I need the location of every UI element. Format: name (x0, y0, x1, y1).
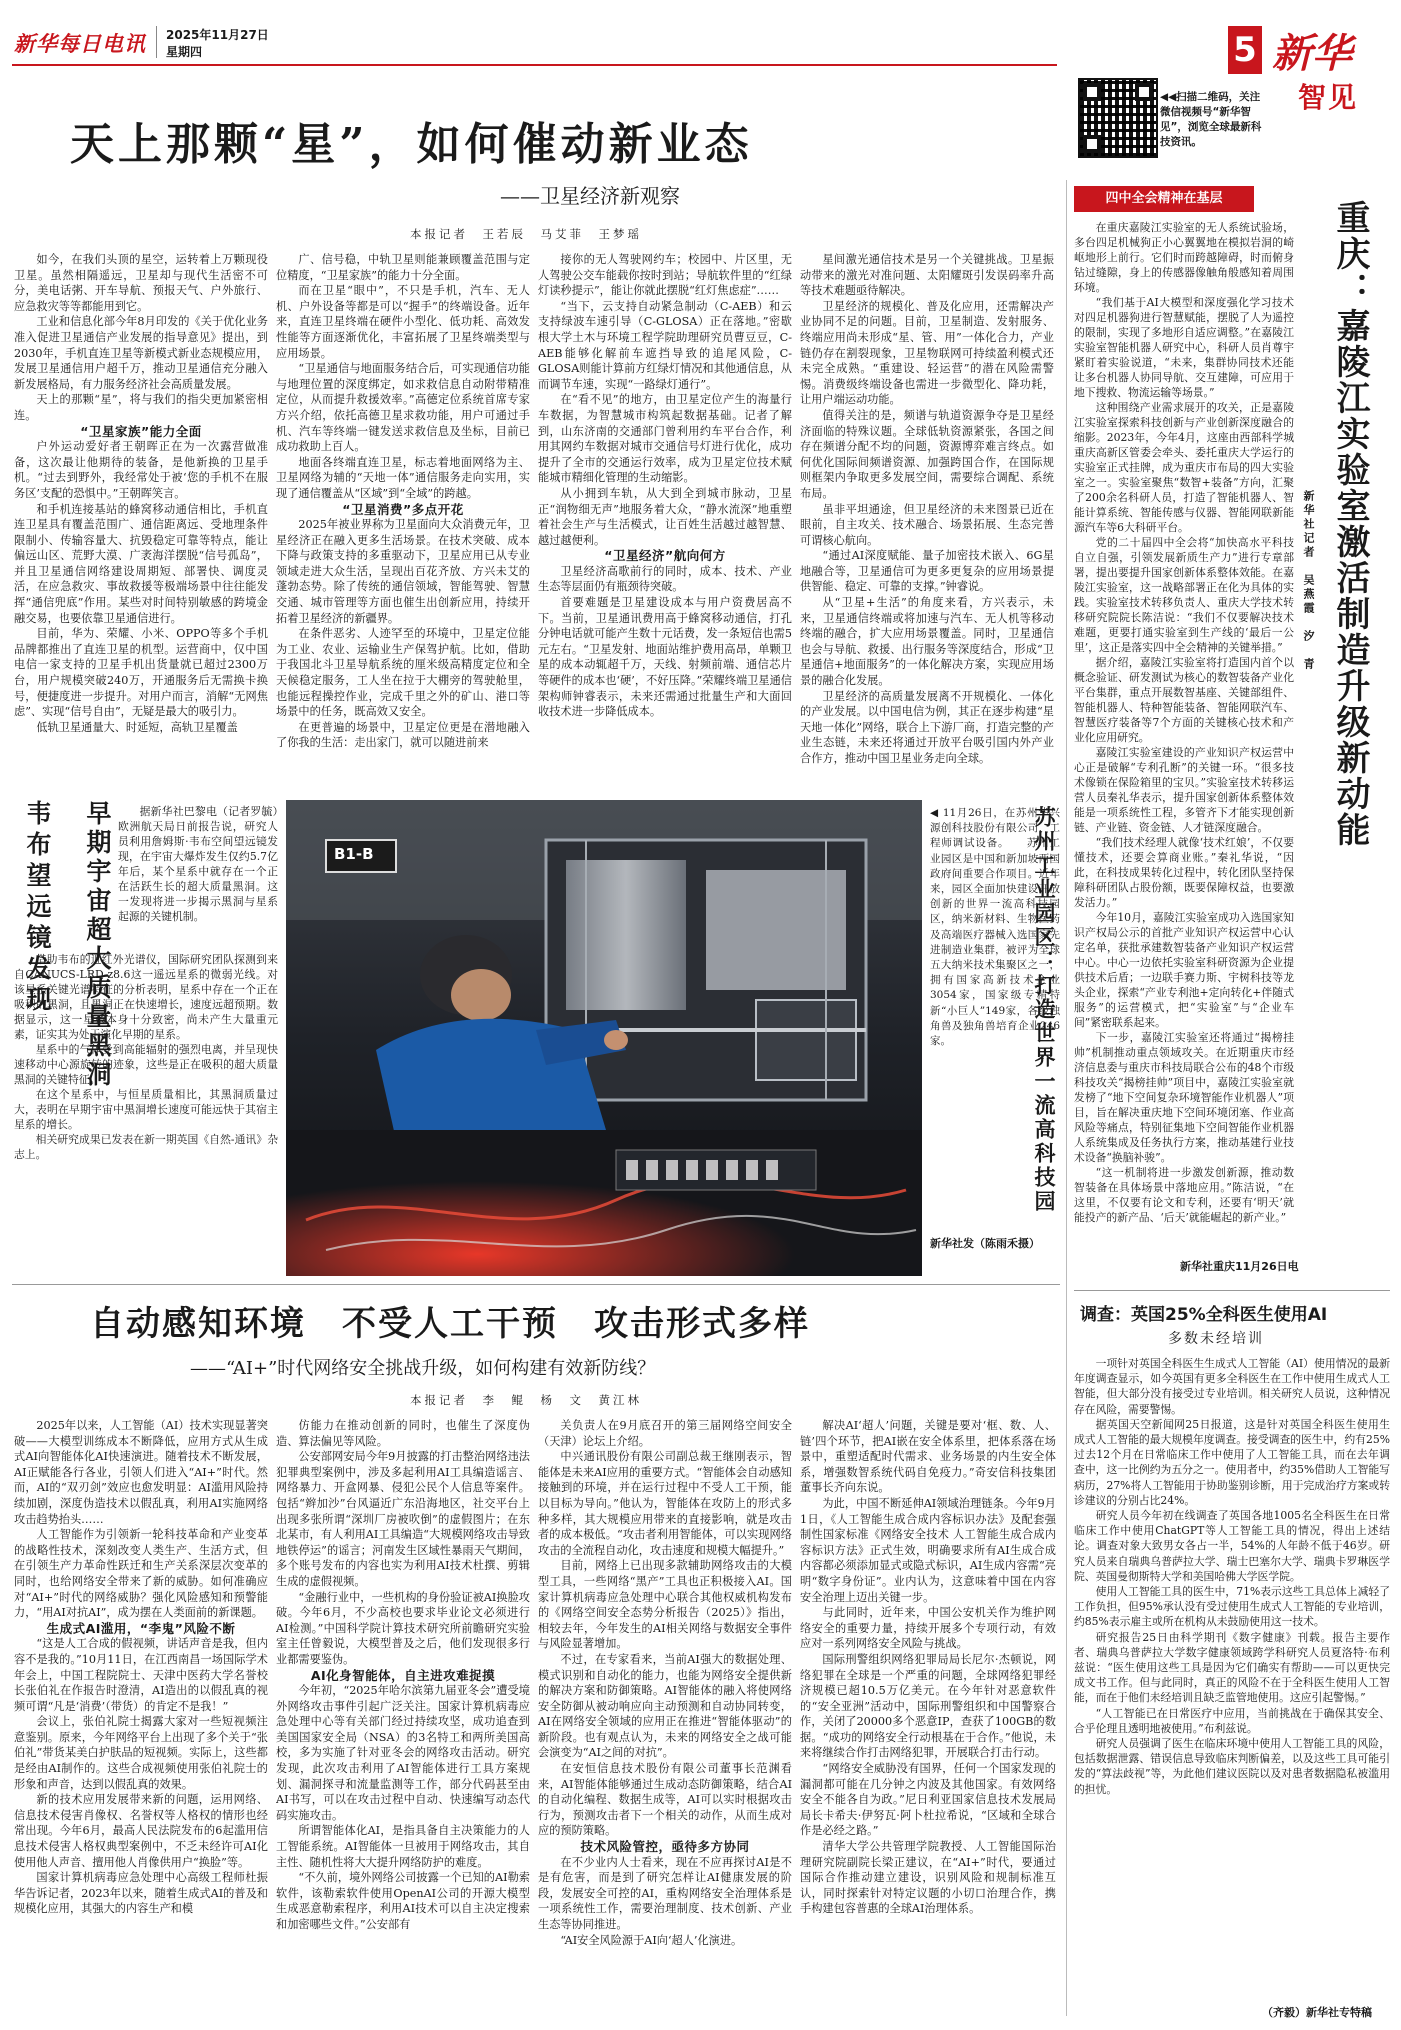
a2-body-lower (14, 952, 278, 1276)
a5-subtitle: 多数未经培训 (1168, 1331, 1264, 1347)
paragraph: 在安恒信息技术股份有限公司董事长范渊看来，AI智能体能够通过生成动态防御策略，结合AI的自动化编程、数据生成等，AI可以实时根据攻击行为，预测攻击者下一个相关的动作，从而生成对应的预防策略。 (538, 1762, 792, 1838)
paragraph: 接你的无人驾驶网约车；校园中、片区里，无人驾驶公交车能载你按时到站；导航软件里的“红绿灯读秒提示”，能让你就此摆脱“红灯焦虑症”…… (538, 253, 792, 298)
paragraph: “我们技术经理人就像‘技术红娘’，不仅要懂技术，还要会算商业账。”秦礼华说，“因此，在科技成果转化过程中，转化团队坚持保障科研团队占股份额，既要保障权益，也要激发活力。” (1074, 836, 1294, 909)
paragraph: 目前，网络上已出现多款辅助网络攻击的大模型工具，一些网络“黑产”工具也正积极接入AI。国家计算机病毒应急处理中心联合其他权威机构发布的《网络空间安全态势分析报告（2025）》指出，相较去年，今年发生的AI相关网络与数据安全事件与风险显著增加。 (538, 1559, 792, 1651)
paragraph: 值得关注的是，频谱与轨道资源争夺是卫星经济面临的特殊议题。全球低轨资源紧张，各国之间存在频谱分配不均的问题，资源博弈难言终点。如何优化国际间频谱资源、加强跨国合作，在国际规则框架内争取更多发展空间，需要综合调配、系统布局。 (800, 408, 1054, 500)
paragraph: 在条件恶劣、人迹罕至的环境中，卫星定位能为工业、农业、运输业生产保驾护航。比如，借助于我国北斗卫星导航系统的厘米级高精度定位和全天候稳定服务，工人坐在拉于大棚旁的驾驶舱里，也能远程操控作业，完成千里之外的矿山、港口等场景中的任务，既高效又安全。 (276, 627, 530, 719)
paragraph: “金融行业中，一些机构的身份验证被AI换脸攻破。今年6月，不少高校也要求毕业论文必须进行AI检测。”中国科学院计算技术研究所前瞻研究实验室主任曾毅说，大模型普及之后，他们发现很多行业都需要鉴伪。 (276, 1590, 530, 1666)
paragraph: 借助韦布的近红外光谱仪，国际研究团队探测到来自CANUCS-LRD-z8.6这一遥远星系的微弱光线。对该星系关键光谱特征的分析表明，星系中存在一个正在吸积的黑洞，且黑洞正在快速增长，速度远超预期。数据显示，这一星系本身十分致密，尚未产生大量重元素，证实其为处于演化早期的星系。 (14, 953, 278, 1041)
subheading: “卫星消费”多点开花 (342, 501, 464, 517)
paragraph: 在“看不见”的地方，由卫星定位产生的海量行车数据，为智慧城市构筑起数据基础。记者了解到，山东济南的交通部门曾利用约车平台合作，利用其网约车数据对城市交通信号灯进行优化，成功提升了全市的交通运行效率，成为卫星定位技术赋能城市精细化管理的生动缩影。 (538, 393, 792, 485)
paragraph: 今年10月，嘉陵江实验室成功入选国家知识产权局公示的首批产业知识产权运营中心认定名单，获批承建数智装备产业知识产权运营中心。中心一边依托实验室科研资源为企业提供技术后盾；一边联手赛力斯、宇树科技等龙头企业，探索“产业专利池+定向转化+伴随式服务”的运营模式，把“实验室”与“企业车间”紧密联系起来。 (1074, 911, 1294, 1029)
paragraph: 关负责人在9月底召开的第三届网络空间安全（天津）论坛上介绍。 (538, 1419, 792, 1448)
paragraph: 低轨卫星通量大、时延短，高轨卫星覆盖 (36, 720, 238, 734)
paragraph: 今年初，“2025年哈尔滨第九届亚冬会”遭受境外网络攻击事件引起广泛关注。国家计算机病毒应急处理中心等有关部门经过持续攻坚，成功追查到美国国家安全局（NSA）的3名特工和两所美国高校，多为实施了针对亚冬会的网络攻击活动。研究发现，此次攻击利用了AI智能体进行工具方案规划、漏洞探寻和流量监测等工作，部分代码甚至由AI书写，可以在攻击过程中自动、快速编写动态代码实施攻击。 (276, 1684, 530, 1822)
paragraph: 在更普遍的场景中，卫星定位更是在潜地融入了你我的生活：走出家门，就可以随进前来 (276, 720, 530, 750)
paragraph: 相关研究成果已发表在新一期英国《自然-通讯》杂志上。 (14, 1133, 278, 1161)
paragraph: 据介绍，嘉陵江实验室将打造国内首个以概念验证、研发测试为核心的数智装备产业化平台集群，重点开展数智基座、关键部组件、智能机器人、特种智能装备、智能网联汽车、智慧医疗装备等7个方面的关键核心技术和产业化应用研究。 (1074, 656, 1294, 744)
photo-credit: 新华社发（陈雨禾摄） (930, 1237, 1040, 1250)
paragraph: “通过AI深度赋能、量子加密技术嵌入、6G星地融合等，卫星通信可为更多更复杂的应用场景提供智能、稳定、可靠的支撑。”钟睿说。 (800, 549, 1054, 594)
a3-body (1074, 220, 1294, 1254)
paragraph: 星系中的气体受到高能辐射的强烈电离，并呈现快速移动中心源旋转的迹象，这些是正在吸积的超大质量黑洞的关键特征。 (14, 1043, 278, 1086)
a5-sign-off: （齐毅）新华社专特稿 (1262, 2006, 1372, 2019)
paragraph: 天上的那颗“星”，将与我们的指尖更加紧密相连。 (14, 393, 268, 422)
subheading: “卫星家族”能力全面 (80, 423, 202, 439)
subheading: “卫星经济”航向何方 (604, 548, 726, 564)
paragraph: 一项针对英国全科医生生成式人工智能（AI）使用情况的最新年度调查显示，如今英国有更多全科医生在工作中使用生成式人工智能，但大部分没有接受过专业培训。相关研究人员说，这种情况存在风险，需要警惕。 (1074, 1357, 1390, 1416)
paragraph: 据新华社巴黎电（记者罗毓）欧洲航天局日前报告说，研究人员利用詹姆斯·韦布空间望远镜发现，在宇宙大爆炸发生仅约5.7亿年后，某个星系中就存在一个正在活跃生长的超大质量黑洞。这一发现将进一步揭示黑洞与星系起源的关键机制。 (118, 805, 278, 923)
paragraph: 解决AI‘超人’问题，关键是要对‘框、数、人、链’四个环节，把AI嵌在安全体系里，把体系落在场景中，重塑适配时代需求、业务场景的内生安全体系，增强数智系统代码自免疫力。”奇安信科技集团董事长齐向东说。 (800, 1419, 1056, 1495)
paragraph: 和手机连接基站的蜂窝移动通信相比，手机直连卫星具有覆盖范围广、通信距离远、受地理条件限制小、传输容量大、抗毁稳定可靠等特点，能让偏远山区、荒野大漠、广袤海洋摆脱“信号孤岛”，并且卫星通信网络建设周期短、部署快、调度灵活，在应急救灾、事故救援等极端场景中往往能发挥“通信兜底”作用。某些对时间特别敏感的跨境金融交易，也要依靠卫星通信进行。 (14, 502, 268, 625)
paragraph: “这是人工合成的假视频，讲话声音是我，但内容不是我的。”10月11日，在江西南昌一场国际学术年会上，中国工程院院士、天津中医药大学名誉校长张伯礼在作报告时澄清，AI造出的以假乱真的视频可谓“凡是‘消费’（带货）的肯定不是我！” (14, 1637, 268, 1713)
news-photo (286, 800, 922, 1276)
paragraph: 2025年以来，人工智能（AI）技术实现显著突破——大模型训练成本不断降低，应用方式从生成式AI向智能体化AI快速演进。随着技术不断发展，AI正赋能各行各业，引领人们进入“AI+”时代。然而，AI的“双刃剑”效应也愈发明显：AI滥用风险持续加剧，深度伪造技术以假乱真，利用AI实施网络攻击趋势抬头…… (14, 1419, 268, 1526)
paragraph: 据英国天空新闻网25日报道，这是针对英国全科医生使用生成式人工智能的最大规模年度调查。接受调查的医生中，约有25%过去12个月在日常临床工作中使用了人工智能工具，而在去年调查中，这一比例约为五分之一。使用者中，约35%借助人工智能写病历，27%将人工智能用于协助鉴别诊断，用于完成治疗方案或转诊建议的分别占比24%。 (1074, 1417, 1390, 1507)
a4-column-3 (538, 1418, 792, 2022)
paragraph: 在不少业内人士看来，现在不应再探讨AI是不是有危害，而是到了研究怎样让AI健康发展的阶段，发展安全可控的AI，重构网络安全治理体系是一项系统性工作，需要治理制度、技术创新、产业生态等协同推进。 (538, 1855, 792, 1931)
a5-top-rule (1074, 1290, 1390, 1291)
paragraph: “这一机制将进一步激发创新源，推动数智装备在具体场景中落地应用。”陈洁说，“在这里，不仅要有论文和专利，还要有‘明天’就能投产的新产品、‘后天’就能崛起的新产业。” (1074, 1166, 1294, 1224)
paragraph: 工业和信息化部今年8月印发的《关于优化业务准入促进卫星通信产业发展的指导意见》提出，到2030年，手机直连卫星等新模式新业态规模应用，发展卫星通信用户超千万，推动卫星通信充分融入新发展格局，有力服务经济社会高质量发展。 (14, 315, 268, 391)
paragraph: 星间激光通信技术是另一个关键挑战。卫星振动带来的激光对准问题、太阳耀斑引发误码率升高等技术难题亟待解决。 (800, 253, 1054, 298)
paragraph: 地面各终端直连卫星，标志着地面网络为主、卫星网络为辅的“天地一体”通信服务走向实用，实现了通信覆盖从“区域”到“全域”的跨越。 (276, 455, 530, 500)
a3-reporters: 新华社记者 吴燕霞 汐 青 (1302, 490, 1315, 672)
a5-body (1074, 1356, 1390, 2000)
page-number: 5 (1233, 30, 1257, 70)
paragraph: “我们基于AI大模型和深度强化学习技术对四足机器狗进行智慧赋能，摆脱了人为遥控的限制，实现了多地形自适应调整。”在嘉陵江实验室智能机器人研究中心，科研人员肖尊宇紧盯着实验说道，“未来，集群协同技术还能让多台机器人协同导航、交互建障，可应用于地下搜救、物流运输等场景。” (1074, 296, 1294, 399)
photo-headline: 苏州工业园区：打造世界一流高科技园 (1032, 806, 1057, 1214)
a5-title: 调查：英国25%全科医生使用AI (1080, 1305, 1328, 1325)
paragraph: 中兴通讯股份有限公司副总裁王继刚表示，智能体是未来AI应用的重要方式。“智能体会自动感知接触到的环境，并在运行过程中不受人工干预，能以目标为导向。”他认为，智能体在攻防上的形式多种多样，其大规模应用带来的直接影响，就是攻击者的成本极低。“攻击者利用智能体，可以实现网络攻击的全流程自动化，攻击速度和规模大幅提升。” (538, 1450, 792, 1557)
paragraph: 与此同时，近年来，中国公安机关作为维护网络安全的重要力量，持续开展多个专项行动，有效应对一系列网络安全风险与挑战。 (800, 1606, 1056, 1651)
paragraph: 公安部网安局今年9月披露的打击整治网络违法犯罪典型案例中，涉及多起利用AI工具编造谣言、网络暴力、开盒网暴、侵犯公民个人信息等案件。包括“辫加沙”台风逼近广东沿海地区，社交平台上出现多张所谓“深圳厂房被吹倒”的虚假图片；在东北某市，有人利用AI工具编造“大规模网络攻击导致地铁停运”的谣言；河南发生区域性暴雨天气期间，多个账号发布的内容也实为利用AI技术杜撰、剪辑生成的虚假视频。 (276, 1450, 530, 1588)
a2-title-line-2: 韦布望远镜发现 (23, 800, 52, 1017)
paragraph: 不过，在专家看来，当前AI强大的数据处理、模式识别和自动化的能力，也能为网络安全提供新的解决方案和防御策略。AI智能体的融入将使网络安全防御从被动响应向主动预测和自动协同转变，AI在网络安全领域的应用正在推进“智能体驱动”的新阶段。也有观点认为，未来的网络安全之战可能会演变为“AI之间的对抗”。 (538, 1652, 792, 1760)
a1-byline: 本报记者 王若辰 马艾菲 王梦瑶 (410, 227, 642, 241)
masthead-rule (12, 64, 1057, 66)
section-name: 新华 (1272, 30, 1352, 77)
paragraph: 卫星经济的高质量发展离不开规模化、一体化的产业发展。以中国电信为例，其正在逐步构建“星天地一体化”网络，联合上下游厂商，打造完整的产业生态链，未来还将通过开放平台吸引国内外产业合作方，推动中国卫星业务走向全球。 (800, 689, 1054, 765)
paragraph: 这种围绕产业需求展开的攻关，正是嘉陵江实验室探索科技创新与产业创新深度融合的缩影。2023年，今年4月，这座由西部科学城重庆高新区管委会牵头、委托重庆大学运行的实验室正式挂牌，成为重庆市布局的四大实验室之一。实验室聚焦“数智+装备”方向，汇聚了200余名科研人员，打造了智能机器人、智能计算系统、智能传感与仪器、智能网联新能源汽车等6大科研平台。 (1074, 401, 1294, 534)
paragraph: 从“卫星+生活”的角度来看，方兴表示，未来，卫星通信终端或将加速与汽车、无人机等移动终端的融合，扩大应用场景覆盖。同时，卫星通信也会与导航、救援、出行服务等深度结合，形成“卫星通信+地面服务”的一体化解决方案，实现应用场景的融合化发展。 (800, 596, 1054, 688)
a1-column-4 (800, 252, 1054, 788)
paragraph: “不久前，境外网络公司披露一个已知的AI勒索软件，该勒索软件使用OpenAI公司的开源大模型生成恶意勒索程序，利用AI技术可以自主决定搜索和加密哪些文件。”公安部有 (276, 1871, 530, 1931)
a1-title: 天上那颗“星”，如何催动新业态 (70, 119, 753, 170)
paragraph: 国家计算机病毒应急处理中心高级工程师杜振华告诉记者，2023年以来，随着生成式AI的普及和规模化应用，其强大的内容生产和模 (14, 1871, 268, 1916)
subheading: 技术风险管控，亟待多方协同 (580, 1839, 750, 1855)
a3-sign-off: 新华社重庆11月26日电 (1180, 1260, 1299, 1273)
caption-text: ◀ 11月26日，在苏州华兴源创科技股份有限公司，工程师调试设备。 苏州工业园区是中国和新加坡两国政府间重要合作项目。近年来，园区全面加快建设开放创新的世界一流高科技园区，纳米新材料、生物医药及高端医疗器械入选国家先进制造业集群，被评为全球五大纳米技术集聚区之一，拥有国家高新技术企业3054家，国家级专精特新“小巨人”149家，各级独角兽及独角兽培育企业246家。 (930, 807, 1060, 1048)
paragraph: 卫星经济高歌前行的同时，成本、技术、产业生态等层面仍有瓶颈待突破。 (538, 564, 792, 594)
paragraph: 虽非平坦通途，但卫星经济的未来图景已近在眼前，自主攻关、技术融合、场景拓展、生态完善可谓核心航向。 (800, 502, 1054, 547)
subheading: 生成式AI滥用，“李鬼”风险不断 (46, 1620, 236, 1636)
paragraph: 目前，华为、荣耀、小米、OPPO等多个手机品牌都推出了直连卫星的机型。运营商中，仅中国电信一家支持的卫星手机出货量就已超过2300万台，用户规模突破240万，开通服务后无需换卡换号，便捷度进一步提升。对用户而言，消解“无网焦虑”、实现“信号自由”，无疑是最大的吸引力。 (14, 627, 268, 719)
paragraph: 2025年被业界称为卫星面向大众消费元年，卫星经济正在融入更多生活场景。在技术突破、成本下降与政策支持的多重驱动下，卫星应用已从专业领域走进大众生活，呈现出百花齐放、方兴未艾的蓬勃态势。除了传统的通信领域，智能驾驶、智慧交通、城市管理等方面也催生出创新应用，持续开拓着卫星经济的新疆界。 (276, 518, 530, 625)
a4-column-2 (276, 1418, 530, 2022)
paragraph: 人工智能作为引领新一轮科技革命和产业变革的战略性技术，深刻改变人类生产、生活方式，但在引领生产力革命性跃迁和生产关系深层次变革的同时，也给网络安全带来了新的威胁。如何准确应对“AI+”时代的网络威胁？强化风险感知和预警能力，“用AI对抗AI”，成为摆在人类面前的新课题。 (14, 1528, 268, 1620)
paragraph: 仿能力在推动创新的同时，也催生了深度伪造、算法偏见等风险。 (276, 1419, 530, 1448)
paragraph: 嘉陵江实验室建设的产业知识产权运营中心正是破解“专利孔断”的关键一环。“很多技术像锁在保险箱里的宝贝。”实验室技术转移运营人员秦礼华表示，提升国家创新体系整体效能是一项系统性工程，多管齐下才能实现创新链、产业链、资金链、人才链深度融合。 (1074, 746, 1294, 834)
qr-caption: ◀◀扫描二维码，关注微信视频号“新华智见”，浏览全球最新科技资讯。 (1160, 91, 1262, 148)
paragraph: 卫星经济的规模化、普及化应用，还需解决产业协同不足的问题。目前，卫星制造、发射服务、终端应用尚未形成“星、管、用”一体化合力，产业链仍存在割裂现象，卫星物联网可持续盈利模式还未完全成熟。“重建设、轻运营”的潜在风险需警惕。消费级终端设备也需进一步微型化、降功耗，让用户端运动功能。 (800, 299, 1054, 407)
qr-code-icon[interactable] (1078, 78, 1158, 158)
page-number-box (1228, 26, 1262, 74)
a4-subtitle: ——“AI+”时代网络安全挑战升级，如何构建有效新防线？ (190, 1358, 656, 1379)
paragraph: 研究人员强调了医生在临床环境中使用人工智能工具的风险，包括数据泄露、错误信息导致临床判断偏差，以及这些工具可能引发的“算法歧视”等，为此他们建议医院以及对患者数据隐私被滥用的担忧。 (1074, 1737, 1390, 1796)
a1-subtitle: ——卫星经济新观察 (500, 184, 680, 208)
paragraph: 国际刑警组织网络犯罪局局长尼尔·杰顿说，网络犯罪在全球是一个严重的问题，全球网络犯罪经济规模已超10.5万亿美元。在今年针对恶意软件的“安全亚洲”活动中，国际刑警组织和中国警察合作，关闭了20000多个恶意IP，查获了100GB的数据。“成功的网络安全行动根基在于合作。”他说，未来将继续合作打击网络犯罪，开展联合打击行动。 (800, 1652, 1056, 1760)
paragraph: 而在卫星“眼中”，不只是手机，汽车、无人机、户外设备等都是可以“握手”的终端设备。近年来，直连卫星终端在硬件小型化、低功耗、高效发性能等方面逐渐优化，丰富拓展了卫星终端类型与应用场景。 (276, 284, 530, 360)
paragraph: 所谓智能体化AI，是指具备自主决策能力的人工智能系统。AI智能体一旦被用于网络攻击，其自主性、随机性将大大提升网络防护的难度。 (276, 1824, 530, 1869)
issue-weekday: 星期四 (166, 45, 203, 59)
paragraph: 党的二十届四中全会将“加快高水平科技自立自强，引领发展新质生产力”进行专章部署，提出要提升国家创新体系整体效能。在嘉陵江实验室，这一战略部署正在化为具体的实践。实验室技术转移负责人、重庆大学技术转移研究院院长陈洁说：“我们不仅要解决技术难题，更要打通实验室到生产线的‘最后一公里’，这正是落实四中全会精神的关键举措。” (1074, 536, 1294, 654)
paragraph: 首要难题是卫星建设成本与用户资费居高不下。当前，卫星通讯费用高于蜂窝移动通信，打孔分钟电话就可能产生数十元话费，发一条短信也需5元左右。“卫星发射、地面站维护费用高昂，单颗卫星的成本动辄超千万，天线、射频前端、通信芯片等硬件的成本也‘硬’，不好压降。”荣耀终端卫星通信架构师钟睿表示，未来还需通过批量生产和大面回收技术进一步降低成本。 (538, 596, 792, 719)
a4-column-4 (800, 1418, 1056, 2022)
paragraph: 研究人员今年初在线调查了英国各地1005名全科医生在日常临床工作中使用ChatGPT等人工智能工具的情况，得出上述结论。调查对象大致男女各占一半，54%的人年龄不低于46岁。研究人员来自瑞典乌普萨拉大学、瑞士巴塞尔大学、瑞典卡罗琳医学院、英国曼彻斯特大学和美国哈佛大学医学院。 (1074, 1509, 1390, 1583)
a2-title-line-1: 早期宇宙超大质量黑洞 (83, 800, 112, 1090)
paragraph: 使用人工智能工具的医生中，71%表示这些工具总体上减轻了工作负担，但95%承认没有受过使用生成式人工智能的专业培训，约85%表示雇主或所在机构从未鼓励使用这一技术。 (1074, 1585, 1390, 1629)
paragraph: 如今，在我们头顶的星空，运转着上万颗现役卫星。虽然相隔遥远，卫星却与现代生活密不可分，美电话粥、开车导航、预报天气、户外旅行、应急救灾等等都能用到它。 (14, 253, 268, 313)
paragraph: 研究报告25日由科学期刊《数字健康》刊载。报告主要作者、瑞典乌普萨拉大学数字健康领域跨学科研究人员夏洛特·布利兹说：“医生使用这些工具是因为它们确实有帮助——可以更快完成文书工作。但与此同时，真正的风险不在于全科医生使用人工智能，而在于他们未经培训且缺乏监管地使用。这应引起警惕。” (1074, 1630, 1390, 1705)
machine-sign: B1-B (334, 845, 374, 863)
paragraph: 新的技术应用发展带来新的问题，运用网络、信息技术侵害肖像权、名誉权等人格权的情形也经常出现。今年6月，最高人民法院发布的6起滥用信息技术侵害人格权典型案例中，不乏未经许可AI化使用他人声音、擅用他人肖像供用户“换脸”等。 (14, 1793, 268, 1869)
a1-column-3 (538, 252, 792, 788)
paragraph: 会议上，张伯礼院士揭露大家对一些短视频注意鉴别。原来，今年网络平台上出现了多个关于“张伯礼”带货某美白护肤品的短视频。实际上，这些都是经由AI制作的。这些合成视频使用张伯礼院士的形象和声音，达到以假乱真的效果。 (14, 1715, 268, 1791)
paragraph: 在这个星系中，与恒星质量相比，其黑洞质量过大，表明在早期宇宙中黑洞增长速度可能远快于其宿主星系的增长。 (14, 1088, 278, 1131)
paragraph: 广、信号稳，中轨卫星则能兼顾覆盖范围与定位精度，“卫星家族”的能力十分全面。 (276, 253, 530, 282)
paragraph: “AI安全风险源于AI向‘超人’化演进。 (560, 1933, 743, 1947)
a3-title: 重庆：嘉陵江实验室激活制造升级新动能 (1330, 200, 1370, 848)
paragraph: 从小拥到车轨，从大到全到城市脉动，卫星正“润物细无声”地服务着大众，“静水流深”地重塑着社会生产与生活模式，让百姓生活越过越智慧、越过越便利。 (538, 486, 792, 547)
section-name-2: 智见 (1298, 81, 1359, 114)
right-column-divider (1066, 180, 1067, 2016)
topic-tag: 四中全会精神在基层 (1074, 186, 1254, 212)
paragraph: 清华大学公共管理学院教授、人工智能国际治理研究院副院长梁正建议，在“AI+”时代，要通过国际合作推动建立建设，识别风险和规制标准互认，同时探索针对特定议题的小切口治理合作，携手构建包容普惠的全球AI治理体系。 (800, 1840, 1056, 1916)
photo-illustration (286, 800, 922, 1276)
paragraph: 在重庆嘉陵江实验室的无人系统试验场，多台四足机械狗正小心翼翼地在模拟岩洞的崎岖地形上前行。它们时而跨越障碍，时而俯身钻过缝隙，身上的传感器像触角般感知着周围环境。 (1074, 221, 1294, 294)
paragraph: “卫星通信与地面服务结合后，可实现通信功能与地理位置的深度绑定，如求救信息自动附带精准定位，从而提升救援效率。”高德定位系统首席专家方兴介绍，依托高德卫星求救功能，用户可通过手机、汽车等终端一键发送求救信息及坐标，目前已成功救助上百人。 (276, 362, 530, 454)
paragraph: 户外运动爱好者王朝晖正在为一次露营做准备，这次最让他期待的装备，是他新换的卫星手机。“过去到野外，我经常处于被‘您的手机不在服务区’支配的恐惧中。”王朝晖笑言。 (14, 440, 268, 500)
section-divider (12, 1284, 1060, 1285)
paragraph: “当下，云支持自动紧急制动（C-AEB）和云支持绿波车速引导（C-GLOSA）正在落地。”密歇根大学土木与环境工程学院助理研究员曹豆豆，C-AEB能够化解前车遮挡导致的追尾风险，C-GLOSA则能计算前方红绿灯情况和其他通信息，从而调节车速，实现“一路绿灯通行”。 (538, 299, 792, 391)
a4-byline: 本报记者 李 鲲 杨 文 黄江林 (410, 1393, 642, 1407)
a2-body (118, 804, 278, 950)
subheading: AI化身智能体，自主进攻难捉摸 (310, 1667, 496, 1683)
paragraph: 下一步，嘉陵江实验室还将通过“揭榜挂帅”机制推动重点领域攻关。在近期重庆市经济信息委与重庆市科技局联合公布的48个市级科技攻关“揭榜挂帅”项目中，嘉陵江实验室就发榜了“地下空间复杂环境智能作业机器人”项目，旨在解决重庆地下空间环境闭塞、作业高风险等痛点，特别征集地下空间智能作业机器人系统集成及任务执行方案，推动基建行业技术设备“换脑补骏”。 (1074, 1031, 1294, 1164)
issue-date: 2025年11月27日 (166, 28, 269, 42)
paragraph: “人工智能已在日常医疗中应用，当前挑战在于确保其安全、合乎伦理且透明地被使用。”布利兹说。 (1074, 1706, 1390, 1735)
paragraph: 为此，中国不断延伸AI领域治理链条。今年9月1日，《人工智能生成合成内容标识办法》及配套强制性国家标准《网络安全技术 人工智能生成合成内容标识方法》正式生效，明确要求所有AI生成合成内容都必须添加显式或隐式标识，AI生成内容需“亮明“数字身份证”。业内认为，这意味着中国在内容安全治理上迈出关键一步。 (800, 1496, 1056, 1604)
paper-name: 新华每日电讯 (14, 31, 146, 56)
masthead-divider (156, 26, 157, 58)
paragraph: “网络安全威胁没有国界，任何一个国家发现的漏洞都可能在几分钟之内波及其他国家。有效网络安全不能各自为政。”尼日利亚国家信息技术发展局局长卡希夫·伊努瓦·阿卜杜拉希说，“区域和全球合作是必经之路。” (800, 1762, 1056, 1838)
a4-title: 自动感知环境 不受人工干预 攻击形式多样 (90, 1304, 810, 1344)
a1-column-1 (14, 252, 268, 788)
a1-column-2 (276, 252, 530, 788)
a4-column-1 (14, 1418, 268, 2022)
